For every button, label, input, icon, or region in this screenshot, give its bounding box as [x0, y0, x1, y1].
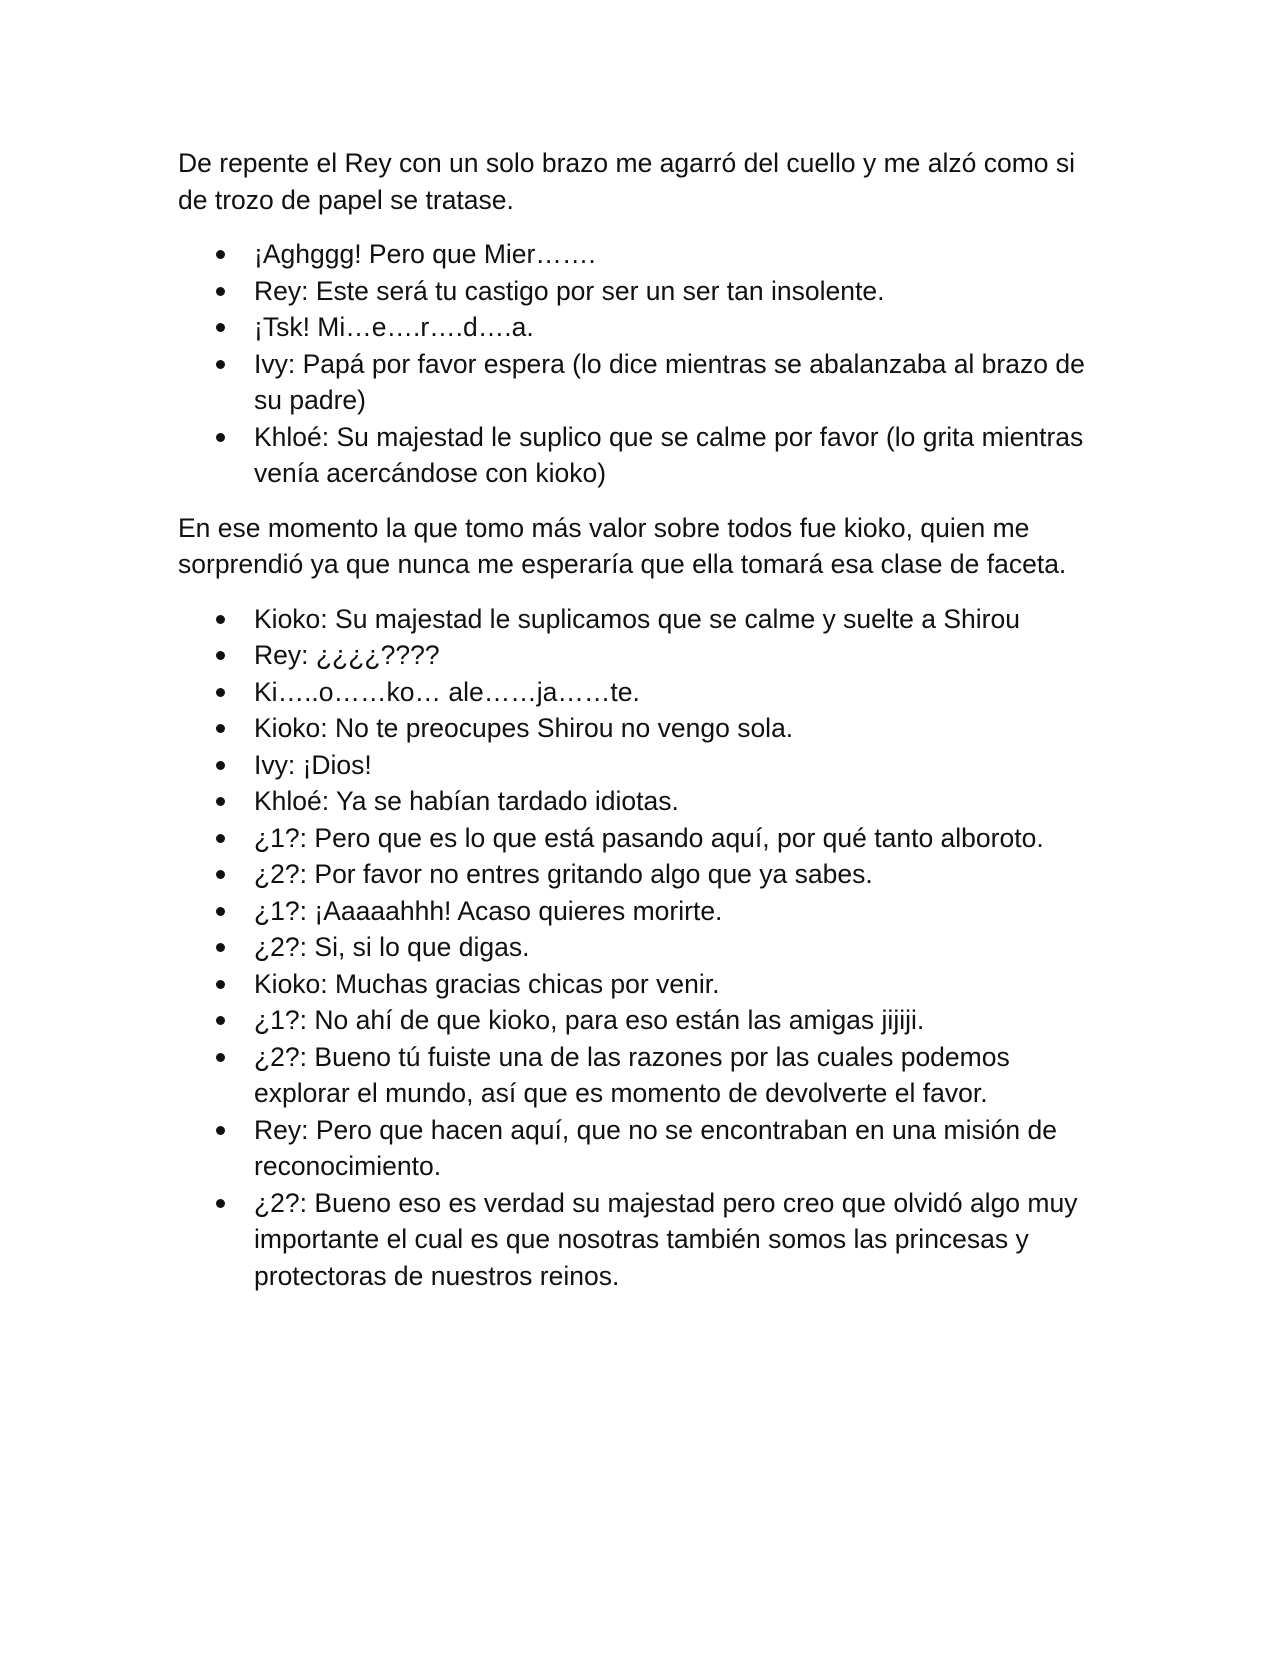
bullet-icon	[216, 870, 225, 879]
bullet-icon	[216, 250, 225, 259]
bullet-icon	[216, 907, 225, 916]
list-item	[178, 747, 1108, 784]
list-item-text: ¿2?: Si, si lo que digas.	[254, 932, 530, 962]
list-item	[178, 419, 1108, 492]
list-item-text: ¿1?: No ahí de que kioko, para eso están las amigas jijiji.	[254, 1005, 925, 1035]
list-item-text: Khloé: Ya se habían tardado idiotas.	[254, 786, 679, 816]
list-item	[178, 346, 1108, 419]
list-item-text: ¿2?: Bueno tú fuiste una de las razones por las cuales podemos explorar el mundo, así que es momento de devolverte el favor.	[254, 1041, 1010, 1108]
list-item	[178, 929, 1108, 966]
narration-paragraph: De repente el Rey con un solo brazo me agarró del cuello y me alzó como si de trozo de papel se tratase.	[178, 148, 1076, 215]
list-item	[178, 273, 1108, 310]
list-item-text: ¿2?: Por favor no entres gritando algo que ya sabes.	[254, 859, 873, 889]
list-item	[178, 710, 1108, 747]
bullet-icon	[216, 287, 225, 296]
list-item	[178, 637, 1108, 674]
bullet-icon	[216, 688, 225, 697]
list-item-text: ¡Tsk! Mi…e….r….d….a.	[254, 312, 534, 342]
list-item-text: ¿1?: Pero que es lo que está pasando aquí, por qué tanto alboroto.	[254, 822, 1044, 853]
list-item	[178, 820, 1108, 857]
list-item-text: Ivy: Papá por favor espera (lo dice mientras se abalanzaba al brazo de su padre)	[254, 348, 1085, 415]
bullet-icon	[216, 797, 225, 806]
bullet-icon	[216, 323, 225, 332]
list-item-text: Kioko: Su majestad le suplicamos que se calme y suelte a Shirou	[254, 603, 1020, 634]
list-item-text: ¿1?: ¡Aaaaahhh! Acaso quieres morirte.	[254, 895, 723, 926]
dialogue-list	[178, 601, 1108, 1295]
list-item-text: Khloé: Su majestad le suplico que se calme por favor (lo grita mientras venía acercándose con kioko)	[254, 421, 1084, 488]
list-item-text: Rey: Este será tu castigo por ser un ser tan insolente.	[254, 275, 885, 306]
list-item	[178, 1039, 1108, 1112]
list-item	[178, 601, 1108, 638]
bullet-icon	[216, 980, 225, 989]
bullet-icon	[216, 761, 225, 770]
bullet-icon	[216, 1126, 225, 1135]
bullet-icon	[216, 1199, 225, 1208]
list-item-text: ¿2?: Bueno eso es verdad su majestad pero creo que olvidó algo muy importante el cual es que nosotras también somos las princesas y protectoras de nuestros reinos.	[254, 1187, 1078, 1291]
bullet-icon	[216, 615, 225, 624]
list-item-text: Rey: ¿¿¿¿????	[254, 640, 440, 670]
list-item	[178, 309, 1108, 346]
list-item	[178, 856, 1108, 893]
list-item-text: Kioko: No te preocupes Shirou no vengo sola.	[254, 713, 794, 743]
list-item-text: Ki…..o……ko… ale……ja……te.	[254, 676, 640, 707]
bullet-icon	[216, 834, 225, 843]
list-item-text: Rey: Pero que hacen aquí, que no se encontraban en una misión de reconocimiento.	[254, 1114, 1057, 1181]
list-item-text: Kioko: Muchas gracias chicas por venir.	[254, 968, 720, 999]
list-item	[178, 966, 1108, 1003]
list-item	[178, 674, 1108, 711]
document-page	[178, 145, 1108, 1312]
list-item-text: ¡Aghggg! Pero que Mier…….	[254, 239, 596, 269]
list-item	[178, 1002, 1108, 1039]
list-item	[178, 1185, 1108, 1295]
bullet-icon	[216, 651, 225, 660]
bullet-icon	[216, 1053, 225, 1062]
list-item-text: Ivy: ¡Dios!	[254, 749, 372, 780]
bullet-icon	[216, 943, 225, 952]
bullet-icon	[216, 433, 225, 442]
list-item	[178, 236, 1108, 273]
bullet-icon	[216, 1016, 225, 1025]
bullet-icon	[216, 360, 225, 369]
list-item	[178, 783, 1108, 820]
bullet-icon	[216, 724, 225, 733]
dialogue-list	[178, 236, 1108, 492]
list-item	[178, 893, 1108, 930]
list-item	[178, 1112, 1108, 1185]
narration-paragraph: En ese momento la que tomo más valor sobre todos fue kioko, quien me sorprendió ya que nunca me esperaría que ella tomará esa clase de faceta.	[178, 512, 1067, 579]
